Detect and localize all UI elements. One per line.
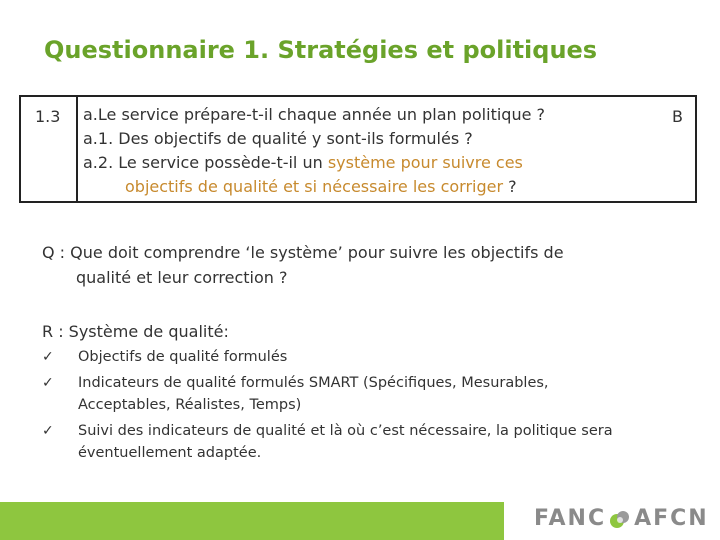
list-item [42, 372, 672, 416]
question-line [83, 151, 643, 175]
logo-text-left: FANC [534, 506, 607, 531]
question-box [19, 95, 697, 203]
clarification-line: qualité et leur correction ? [76, 268, 288, 287]
list-item-text: Objectifs de qualité formulés [78, 349, 288, 365]
question-line [83, 175, 643, 199]
checkmark-icon: ✓ [42, 423, 54, 439]
fanc-afcn-logo [534, 506, 709, 531]
question-line [83, 127, 643, 151]
question-line [83, 103, 643, 127]
highlighted-text: objectifs de qualité et si nécessaire les corriger [125, 177, 504, 196]
column-divider [76, 97, 78, 201]
question-line-text: a.2. Le service possède-t-il un [83, 153, 328, 172]
question-grade: B [672, 107, 683, 126]
clarification-question [42, 240, 662, 290]
footer-bar [0, 502, 504, 540]
answer-heading: R : Système de qualité: [42, 322, 229, 341]
question-line-text: ? [503, 177, 517, 196]
checkmark-icon: ✓ [42, 375, 54, 391]
list-item-text: Acceptables, Réalistes, Temps) [78, 397, 302, 413]
checkmark-icon: ✓ [42, 349, 54, 365]
question-text [83, 103, 643, 199]
question-number: 1.3 [35, 107, 61, 126]
list-item-text: Indicateurs de qualité formulés SMART (Spécifiques, Mesurables, [78, 375, 549, 391]
list-item [42, 420, 672, 464]
list-item-text: éventuellement adaptée. [78, 445, 262, 461]
list-item [42, 346, 672, 368]
slide-title: Questionnaire 1. Stratégies et politiques [44, 36, 598, 64]
question-line-text: a.Le service prépare-t-il chaque année un plan politique ? [83, 105, 546, 124]
clarification-line: Q : Que doit comprendre ‘le système’ pour suivre les objectifs de [42, 243, 564, 262]
question-line-text: a.1. Des objectifs de qualité y sont-ils formulés ? [83, 129, 473, 148]
list-item-text: Suivi des indicateurs de qualité et là où c’est nécessaire, la politique sera [78, 423, 613, 439]
highlighted-text: système pour suivre ces [327, 153, 523, 172]
logo-text-right: AFCN [634, 506, 709, 531]
logo-emblem-icon [609, 508, 631, 530]
answer-list [42, 346, 672, 464]
